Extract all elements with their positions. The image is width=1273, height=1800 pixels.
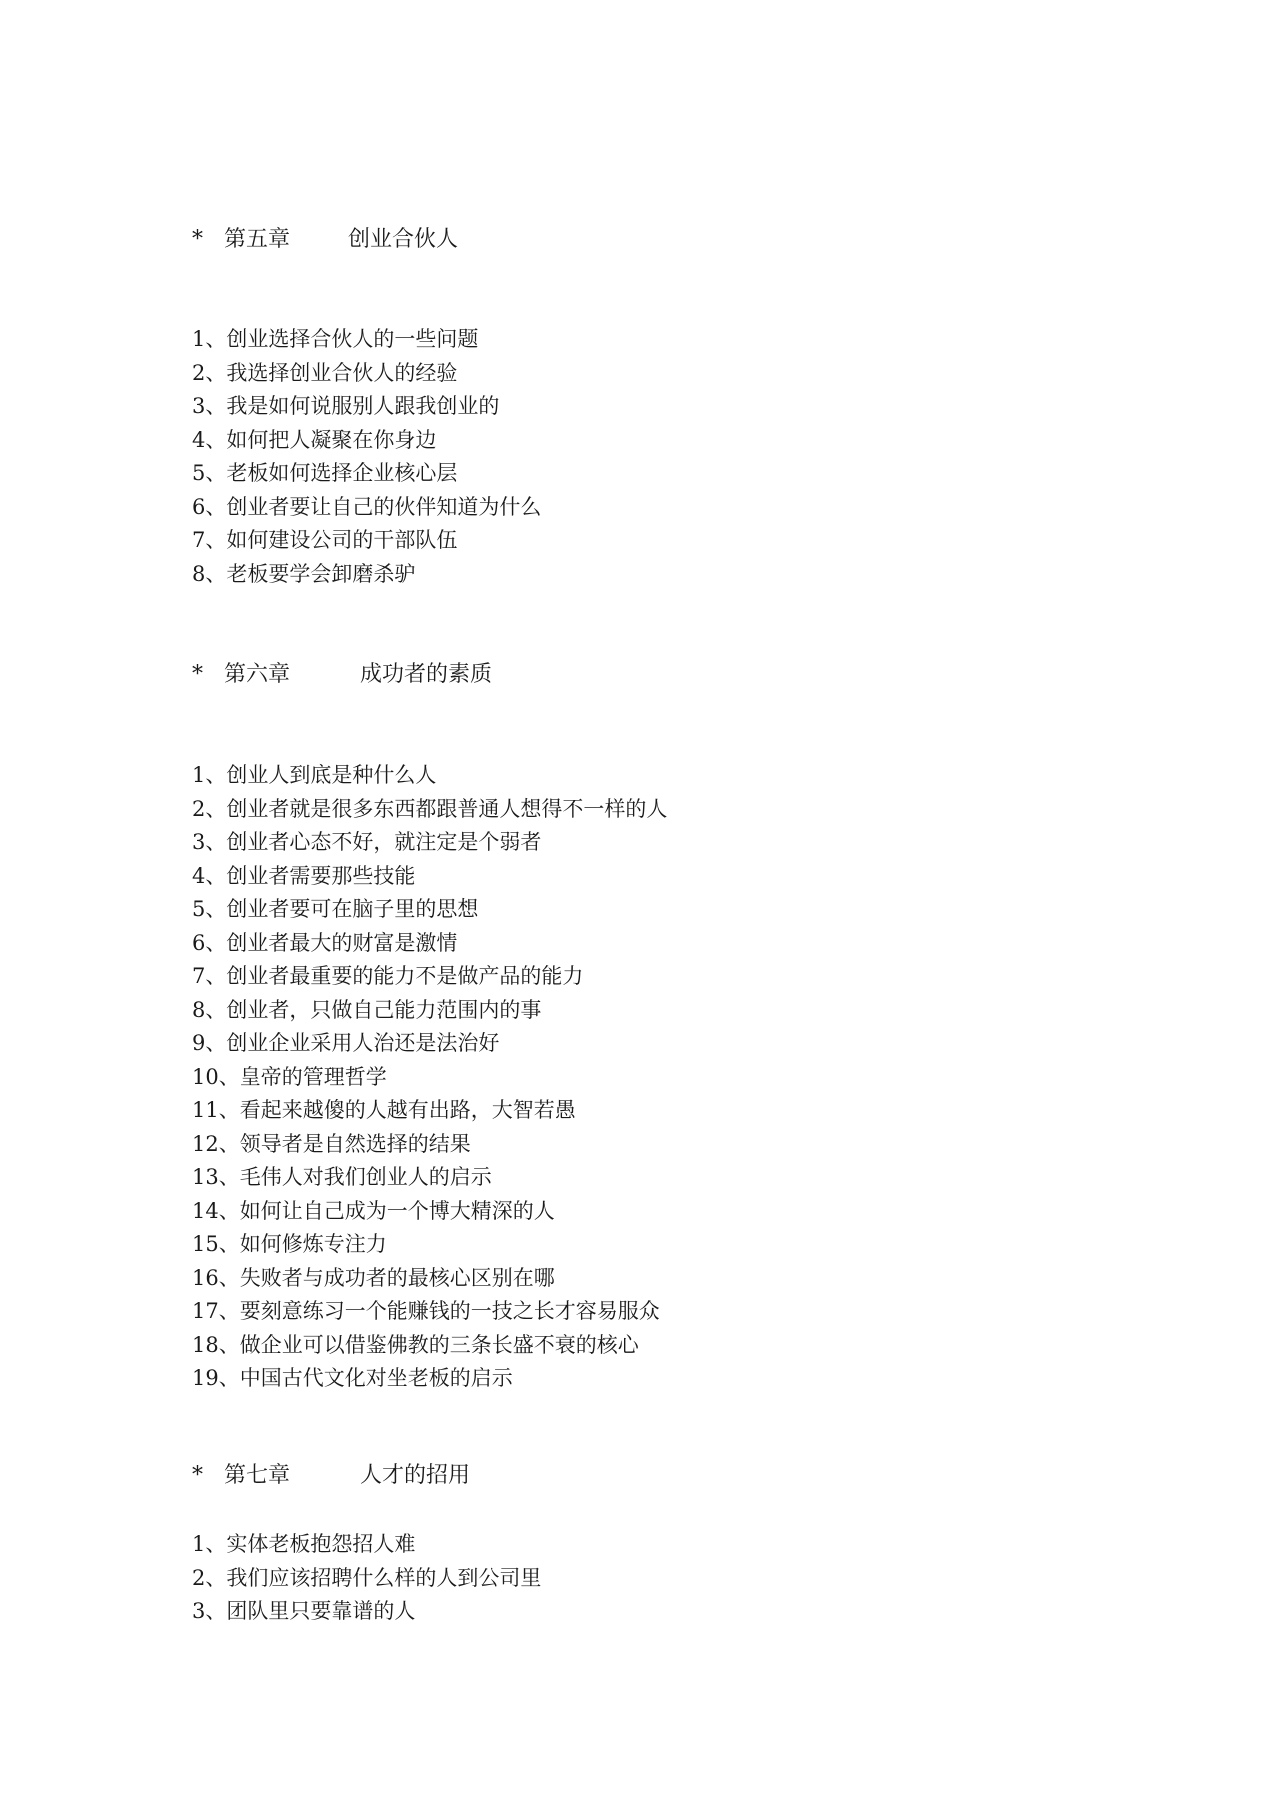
list-item: 18、做企业可以借鉴佛教的三条长盛不衰的核心 [192,1332,639,1357]
list-item: 13、毛伟人对我们创业人的启示 [192,1165,492,1189]
chapter-6-heading [192,661,492,689]
chapter-bullet: * [192,1463,203,1488]
list-item: 14、如何让自己成为一个博大精深的人 [192,1198,555,1223]
list-item: 2、创业者就是很多东西都跟普通人想得不一样的人 [192,796,668,821]
chapter-5-list [192,323,541,591]
chapter-title: 创业合伙人 [348,227,459,252]
list-item: 15、如何修炼专注力 [192,1232,387,1256]
list-item: 1、创业选择合伙人的一些问题 [192,327,479,351]
chapter-label: 第七章 [224,1463,291,1488]
list-item: 7、如何建设公司的干部队伍 [192,528,458,552]
list-item: 3、团队里只要靠谱的人 [192,1599,416,1623]
list-item: 4、创业者需要那些技能 [192,863,416,888]
list-item: 8、老板要学会卸磨杀驴 [192,561,416,586]
chapter-label: 第五章 [224,227,291,252]
list-item: 2、我选择创业合伙人的经验 [192,360,458,385]
list-item: 10、皇帝的管理哲学 [192,1064,387,1089]
list-item: 9、创业企业采用人治还是法治好 [192,1031,500,1055]
chapter-6-list [192,759,667,1396]
list-item: 1、创业人到底是种什么人 [192,763,437,787]
list-item: 3、创业者心态不好，就注定是个弱者 [192,830,542,854]
list-item: 19、中国古代文化对坐老板的启示 [192,1366,513,1390]
list-item: 8、创业者，只做自己能力范围内的事 [192,997,542,1022]
chapter-7-list [192,1528,541,1629]
chapter-title: 成功者的素质 [360,662,493,687]
list-item: 7、创业者最重要的能力不是做产品的能力 [192,964,584,988]
chapter-label: 第六章 [224,662,291,687]
list-item: 5、老板如何选择企业核心层 [192,461,458,485]
list-item: 4、如何把人凝聚在你身边 [192,427,437,452]
chapter-bullet: * [192,662,203,687]
chapter-5-heading [192,226,458,254]
chapter-7-heading [192,1462,470,1490]
list-item: 17、要刻意练习一个能赚钱的一技之长才容易服众 [192,1299,660,1323]
list-item: 11、看起来越傻的人越有出路，大智若愚 [192,1098,576,1122]
list-item: 12、领导者是自然选择的结果 [192,1131,471,1156]
list-item: 2、我们应该招聘什么样的人到公司里 [192,1565,542,1590]
chapter-title: 人才的招用 [360,1463,471,1488]
list-item: 5、创业者要可在脑子里的思想 [192,897,479,921]
list-item: 6、创业者最大的财富是激情 [192,930,458,955]
list-item: 3、我是如何说服别人跟我创业的 [192,394,500,418]
list-item: 16、失败者与成功者的最核心区别在哪 [192,1265,555,1290]
list-item: 6、创业者要让自己的伙伴知道为什么 [192,494,542,519]
list-item: 1、实体老板抱怨招人难 [192,1532,416,1556]
chapter-bullet: * [192,227,203,252]
